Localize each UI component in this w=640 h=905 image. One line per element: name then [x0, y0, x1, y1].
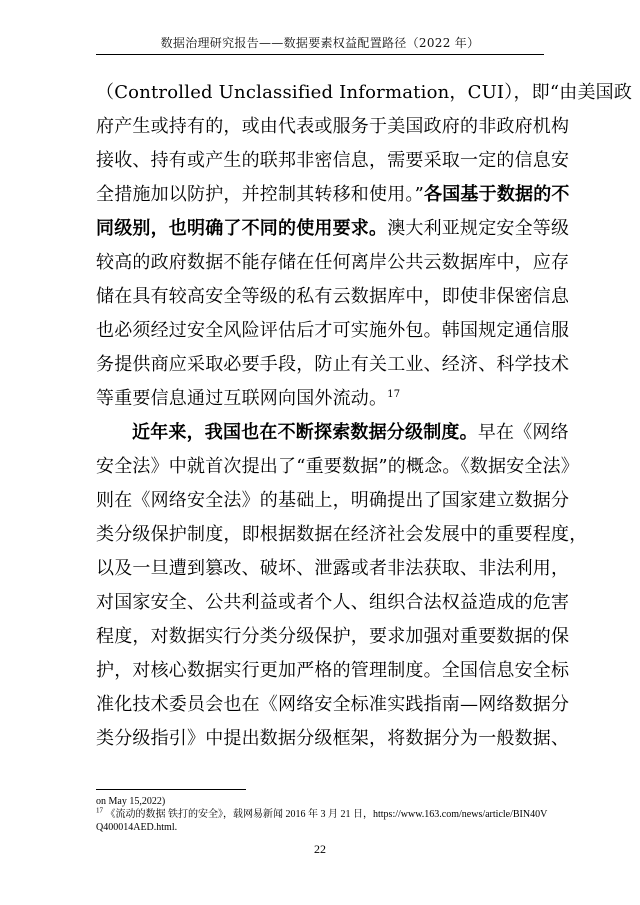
text-line: [96, 620, 570, 654]
paragraph-2: [96, 416, 588, 756]
footnote-continuation: on May 15,2022): [96, 796, 166, 807]
running-header: 数据治理研究报告——数据要素权益配置路径（2022 年）: [160, 36, 480, 50]
text-line: [96, 722, 570, 756]
text-segment: 准化技术委员会也在《网络安全标准实践指南—网络数据分: [96, 694, 570, 715]
text-segment: （Controlled Unclassified Information，CUI），即“由美国政: [96, 82, 633, 103]
text-segment: 以及一旦遭到篡改、破坏、泄露或者非法获取、非法利用，: [96, 558, 570, 579]
text-segment: 护，对核心数据实行更加严格的管理制度。全国信息安全标: [96, 660, 570, 681]
text-line: [96, 450, 580, 484]
text-segment: 等重要信息通过互联网向国外流动。: [96, 388, 388, 409]
text-line: [96, 348, 570, 382]
text-segment: 程度，对数据实行分类分级保护，要求加强对重要数据的保: [96, 626, 570, 647]
text-line: [96, 212, 570, 246]
footnote-17-text-line1: 《流动的数据 铁打的安全》，载网易新闻 2016 年 3 月 21 日，https://www.163.com/news/article/BIN40V: [105, 809, 548, 820]
footnotes: [96, 795, 548, 834]
page-number: 22: [314, 842, 326, 856]
text-line: [96, 76, 633, 110]
text-line: [96, 552, 570, 586]
footnote-17-number: 17: [96, 806, 103, 815]
paragraph-1: [96, 76, 633, 416]
footnote-17-text-line2: Q400014AED.html.: [96, 822, 178, 833]
text-segment: 较高的政府数据不能存储在任何离岸公共云数据库中，应存: [96, 252, 570, 273]
body-text: [96, 76, 633, 756]
text-line: [96, 246, 570, 280]
text-segment: 储在具有较高安全等级的私有云数据库中，即使非保密信息: [96, 286, 570, 307]
bold-text: 近年来，我国也在不断探索数据分级制度。: [132, 422, 478, 443]
text-segment: 接收、持有或产生的联邦非密信息，需要采取一定的信息安: [96, 150, 570, 171]
text-line: [96, 314, 570, 348]
text-segment: 也必须经过安全风险评估后才可实施外包。韩国规定通信服: [96, 320, 570, 341]
text-line: [96, 586, 570, 620]
header-rule: [96, 54, 544, 55]
text-line: [96, 688, 570, 722]
text-segment: 府产生或持有的，或由代表或服务于美国政府的非政府机构: [96, 116, 570, 137]
text-segment: 澳大利亚规定安全等级: [387, 218, 570, 239]
text-line: [96, 110, 570, 144]
bold-text: 同级别，也明确了不同的使用要求。: [96, 218, 388, 239]
text-segment: 则在《网络安全法》的基础上，明确提出了国家建立数据分: [96, 490, 570, 511]
text-segment: 对国家安全、公共利益或者个人、组织合法权益造成的危害: [96, 592, 570, 613]
text-segment: 全措施加以防护，并控制其转移和使用。”: [96, 184, 425, 205]
text-segment: 务提供商应采取必要手段，防止有关工业、经济、科学技术: [96, 354, 570, 375]
text-line: [96, 280, 570, 314]
text-segment: 类分级保护制度，即根据数据在经济社会发展中的重要程度，: [96, 524, 588, 545]
footnote-rule: [96, 789, 246, 790]
text-segment: 安全法》中就首次提出了“重要数据”的概念。《数据安全法》: [96, 456, 580, 477]
text-segment: 早在《网络: [477, 422, 569, 443]
text-line: [96, 178, 570, 212]
footnote-17: [96, 808, 548, 821]
bold-text: 各国基于数据的不: [424, 184, 570, 205]
text-line: [96, 484, 570, 518]
text-line: [96, 382, 548, 416]
text-line: [96, 654, 570, 688]
footnote-ref[interactable]: 17: [387, 389, 401, 400]
text-line: [96, 416, 569, 450]
text-segment: 类分级指引》中提出数据分级框架，将数据分为一般数据、: [96, 728, 570, 749]
text-line: [96, 518, 588, 552]
text-line: [96, 144, 570, 178]
